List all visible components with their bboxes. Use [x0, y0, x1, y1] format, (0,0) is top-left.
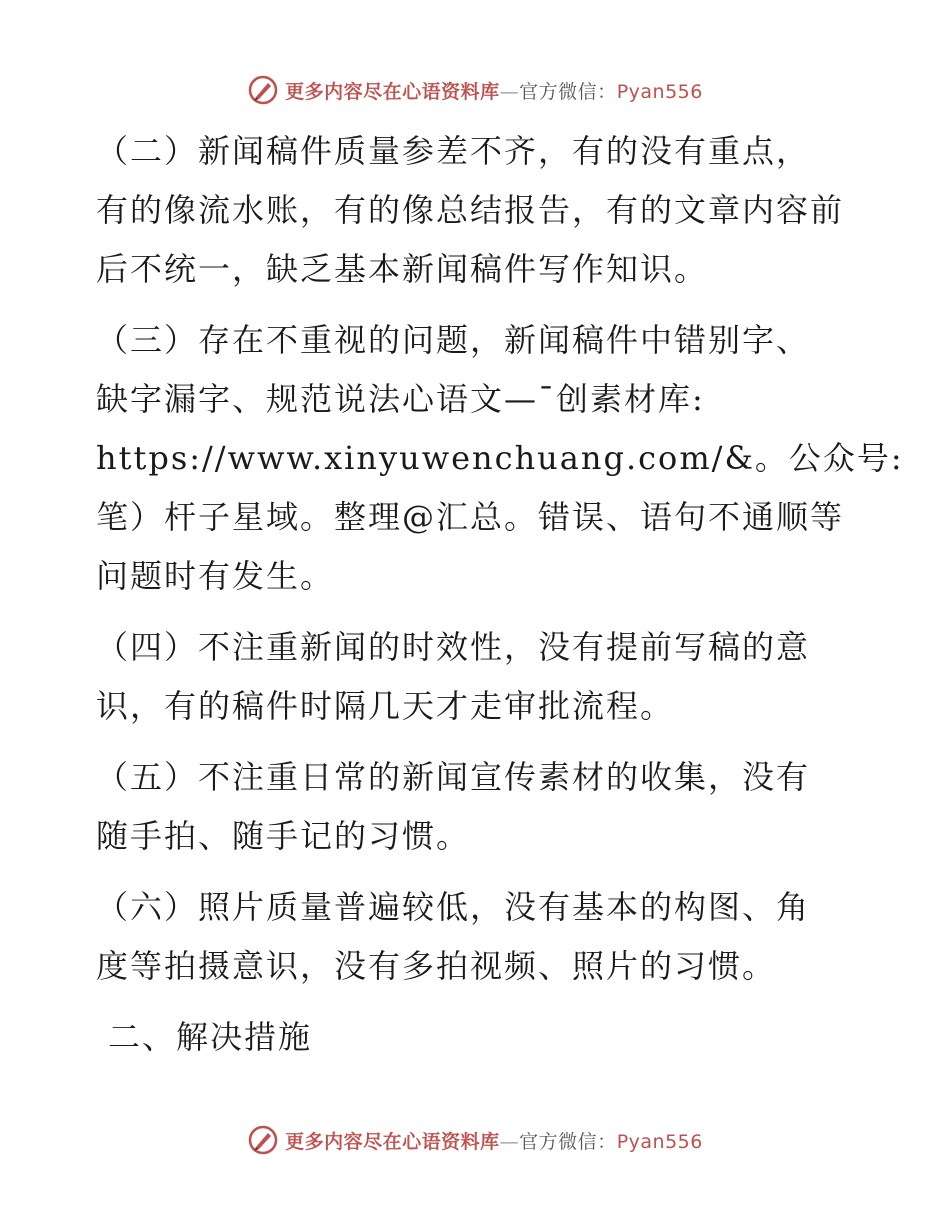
text-line: （二）新闻稿件质量参差不齐，有的没有重点，: [96, 132, 811, 170]
paragraph-issue-4: [96, 618, 856, 736]
header-watermark-text: [285, 77, 703, 104]
footer-watermark-banner: [0, 1120, 950, 1160]
header-wechat-label: 官方微信：: [519, 80, 617, 103]
text-line: 识，有的稿件时隔几天才走审批流程。: [96, 687, 675, 725]
text-line: （六）照片质量普遍较低，没有基本的构图、角: [96, 888, 811, 926]
text-line: （三）存在不重视的问题，新闻稿件中错别字、: [96, 321, 811, 359]
text-line: https://www.xinyuwenchuang.com/&。公众号:: [96, 439, 904, 477]
pen-logo-icon: [247, 74, 279, 106]
footer-brand-text: 更多内容尽在心语资料库: [285, 1130, 500, 1153]
paragraph-issue-5: [96, 748, 856, 866]
text-line: （五）不注重日常的新闻宣传素材的收集，没有: [96, 758, 811, 796]
text-line: 后不统一，缺乏基本新闻稿件写作知识。: [96, 250, 709, 288]
text-line: 随手拍、随手记的习惯。: [96, 817, 471, 855]
paragraph-issue-3: [96, 311, 904, 606]
footer-wechat-id: Pyan556: [616, 1130, 703, 1153]
document-body: [96, 122, 904, 1067]
paragraph-issue-6: [96, 878, 856, 996]
header-separator: —: [499, 80, 520, 103]
text-line: 笔）杆子星域。整理@汇总。错误、语句不通顺等: [96, 498, 845, 536]
text-line: （四）不注重新闻的时效性，没有提前写稿的意: [96, 628, 811, 666]
pen-logo-icon: [247, 1124, 279, 1156]
paragraph-issue-2: [96, 122, 856, 299]
footer-wechat-label: 官方微信：: [519, 1130, 617, 1153]
text-line: 度等拍摄意识，没有多拍视频、照片的习惯。: [96, 947, 777, 985]
footer-watermark-text: [285, 1127, 703, 1154]
text-line: 有的像流水账，有的像总结报告，有的文章内容前: [96, 191, 845, 229]
header-wechat-id: Pyan556: [616, 80, 703, 103]
header-brand-text: 更多内容尽在心语资料库: [285, 80, 500, 103]
section-heading: 二、解决措施: [108, 1018, 313, 1056]
header-watermark-banner: [0, 70, 950, 110]
footer-separator: —: [499, 1130, 520, 1153]
text-line: 缺字漏字、规范说法心语文—¯创素材库:: [96, 380, 705, 418]
text-line: 问题时有发生。: [96, 557, 335, 595]
